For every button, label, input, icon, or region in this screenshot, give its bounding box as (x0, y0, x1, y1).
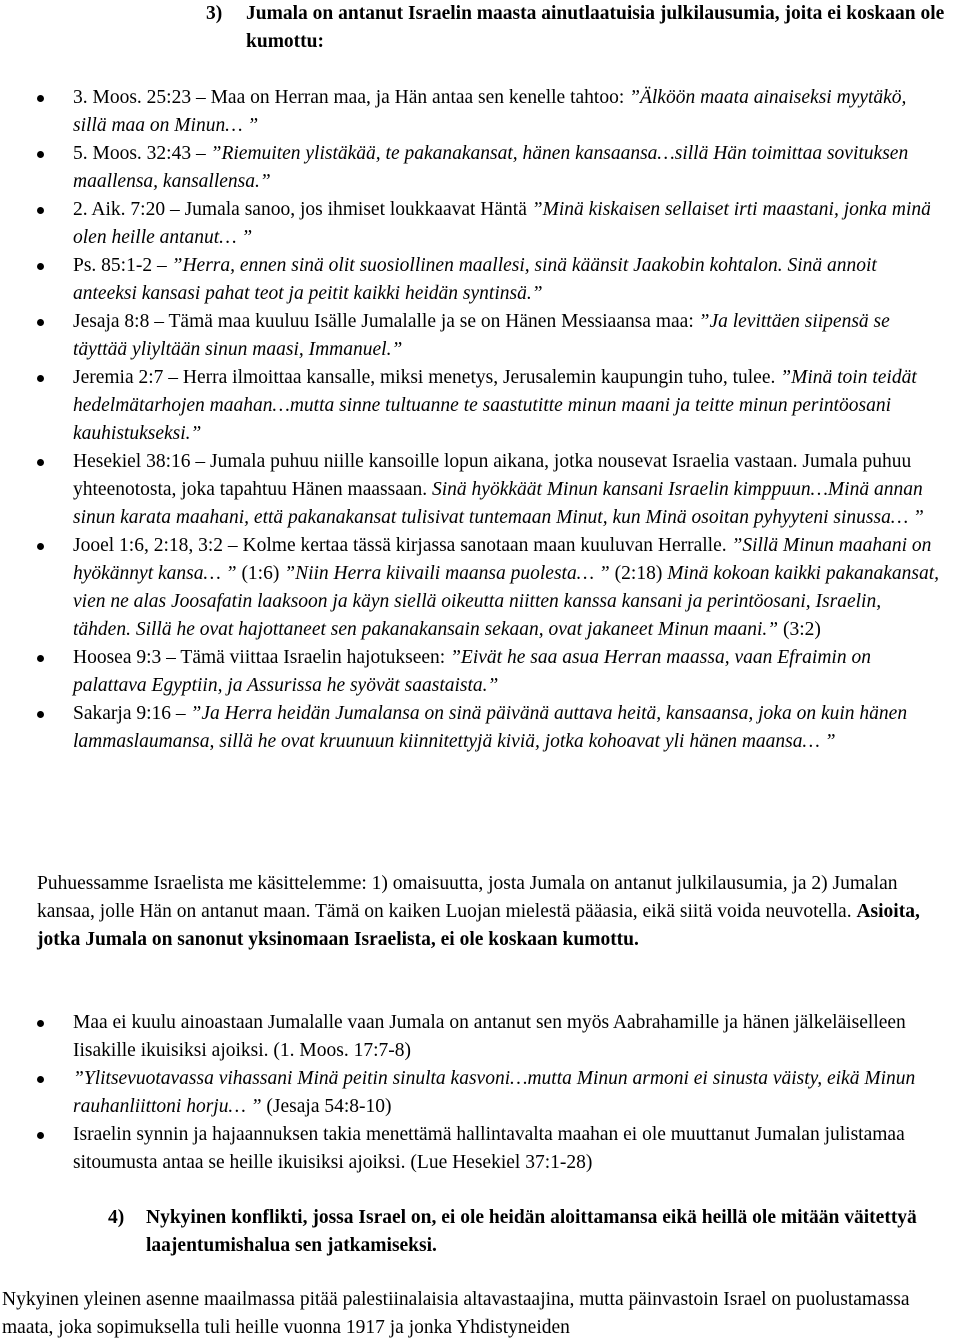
list-item: Hesekiel 38:16 – Jumala puhuu niille kansoille lopun aikana, jotka nousevat Israelia vastaan. Jumala puhuu yhteenotosta, joka tapahtuu Hänen maassaan. Sinä hyökkäät Minun kansani Israelin kimppuun…Minä annan sinun karata maahani, että pakanakansat tulisivat tuntemaan Minut, kun Minä osoitan pyhyyteni sinussa… ” (37, 448, 942, 532)
section-number: 4) (108, 1207, 125, 1228)
list-item: 2. Aik. 7:20 – Jumala sanoo, jos ihmiset loukkaavat Häntä ”Minä kiskaisen sellaiset irti maastani, jonka minä olen heille antanut… ” (37, 196, 942, 252)
summary-emphasis: Asioita, jotka Jumala on sanonut yksinomaan Israelista, ei ole koskaan kumottu. (37, 901, 920, 950)
list-item: Hoosea 9:3 – Tämä viittaa Israelin hajotukseen: ”Eivät he saa asua Herran maassa, vaan Efraimin on palattava Egyptiin, ja Assurissa he syövät saastaista.” (37, 644, 942, 700)
list-item: Jeremia 2:7 – Herra ilmoittaa kansalle, miksi menetys, Jerusalemin kaupungin tuho, tulee. ”Minä toin teidät hedelmätarhojen maahan…mutta sinne tultuanne te saastutitte minun maani ja teitte minun perintöosani kauhistukseksi.” (37, 364, 942, 448)
bullet-icon (37, 1132, 44, 1139)
bullet-icon (37, 375, 44, 382)
covenant-list (37, 1009, 942, 1177)
list-item: Sakarja 9:16 – ”Ja Herra heidän Jumalansa on sinä päivänä auttava heitä, kansaansa, joka on kuin hänen lammaslaumansa, sillä he ovat kruunuun kiinnitettyjä kiviä, jotka kohoavat yli hänen maansa… ” (37, 700, 942, 756)
bullet-icon (37, 95, 44, 102)
section-title: Nykyinen konflikti, jossa Israel on, ei ole heidän aloittamansa eikä heillä ole mitään väitettyä laajentumishalua sen jatkamiseksi. (146, 1207, 917, 1256)
bullet-icon (37, 459, 44, 466)
bullet-icon (37, 151, 44, 158)
list-item: Maa ei kuulu ainoastaan Jumalalle vaan Jumala on antanut sen myös Aabrahamille ja hänen jälkeläiselleen Iisakille ikuisiksi ajoiksi. (1. Moos. 17:7-8) (37, 1009, 942, 1065)
section-title: Jumala on antanut Israelin maasta ainutlaatuisia julkilausumia, joita ei koskaan ole kumottu: (246, 3, 945, 52)
closing-paragraph: Nykyinen yleinen asenne maailmassa pitää palestiinalaisia altavastaajina, mutta päinvastoin Israel on puolustamassa maata, joka sopimuksella tuli heille vuonna 1917 ja jonka Yhdistyneiden (2, 1289, 910, 1338)
list-item: Jesaja 8:8 – Tämä maa kuuluu Isälle Jumalalle ja se on Hänen Messiaansa maa: ”Ja levittäen siipensä se täyttää yliyltään sinun maasi, Immanuel.” (37, 308, 942, 364)
bullet-icon (37, 655, 44, 662)
list-item: ”Ylitsevuotavassa vihassani Minä peitin sinulta kasvoni…mutta Minun armoni ei sinusta väisty, eikä Minun rauhanliittoni horju… ” (Jesaja 54:8-10) (37, 1065, 942, 1121)
land-declarations-list (37, 84, 942, 756)
list-item: Ps. 85:1-2 – ”Herra, ennen sinä olit suosiollinen maallesi, sinä käänsit Jaakobin kohtalon. Sinä annoit anteeksi kansasi pahat teot ja peitit kaikki heidän syntinsä.” (37, 252, 942, 308)
bullet-icon (37, 319, 44, 326)
list-item: 5. Moos. 32:43 – ”Riemuiten ylistäkää, te pakanakansat, hänen kansaansa…sillä Hän toimittaa sovituksen maallensa, kansallensa.” (37, 140, 942, 196)
bullet-icon (37, 711, 44, 718)
section-number: 3) (206, 3, 223, 24)
bullet-icon (37, 263, 44, 270)
summary-paragraph: Puhuessamme Israelista me käsittelemme: 1) omaisuutta, josta Jumala on antanut julkilausumia, ja 2) Jumalan kansaa, jolle Hän on antanut maan. Tämä on kaiken Luojan mielestä pääasia, eikä siitä voida neuvotella. Asioita, jotka Jumala on sanonut yksinomaan Israelista, ei ole koskaan kumottu. (37, 873, 920, 950)
bullet-icon (37, 543, 44, 550)
bullet-icon (37, 1076, 44, 1083)
list-item: 3. Moos. 25:23 – Maa on Herran maa, ja Hän antaa sen kenelle tahtoo: ”Älköön maata ainaiseksi myytäkö, sillä maa on Minun… ” (37, 84, 942, 140)
bullet-icon (37, 207, 44, 214)
bullet-icon (37, 1020, 44, 1027)
list-item: Israelin synnin ja hajaannuksen takia menettämä hallintavalta maahan ei ole muuttanut Jumalan julistamaa sitoumusta antaa se heille ikuisiksi ajoiksi. (Lue Hesekiel 37:1-28) (37, 1121, 942, 1177)
list-item: Jooel 1:6, 2:18, 3:2 – Kolme kertaa tässä kirjassa sanotaan maan kuuluvan Herralle. ”Sillä Minun maahani on hyökännyt kansa… ” (1:6) ”Niin Herra kiivaili maansa puolesta… ” (2:18) Minä kokoan kaikki pakanakansat, vien ne alas Joosafatin laaksoon ja käyn siellä oikeutta niitten kanssa kansani ja perintöosani, Israelin, tähden. Sillä he ovat hajottaneet sen pakanakansain sekaan, ovat jakaneet Minun maani.” (3:2) (37, 532, 942, 644)
